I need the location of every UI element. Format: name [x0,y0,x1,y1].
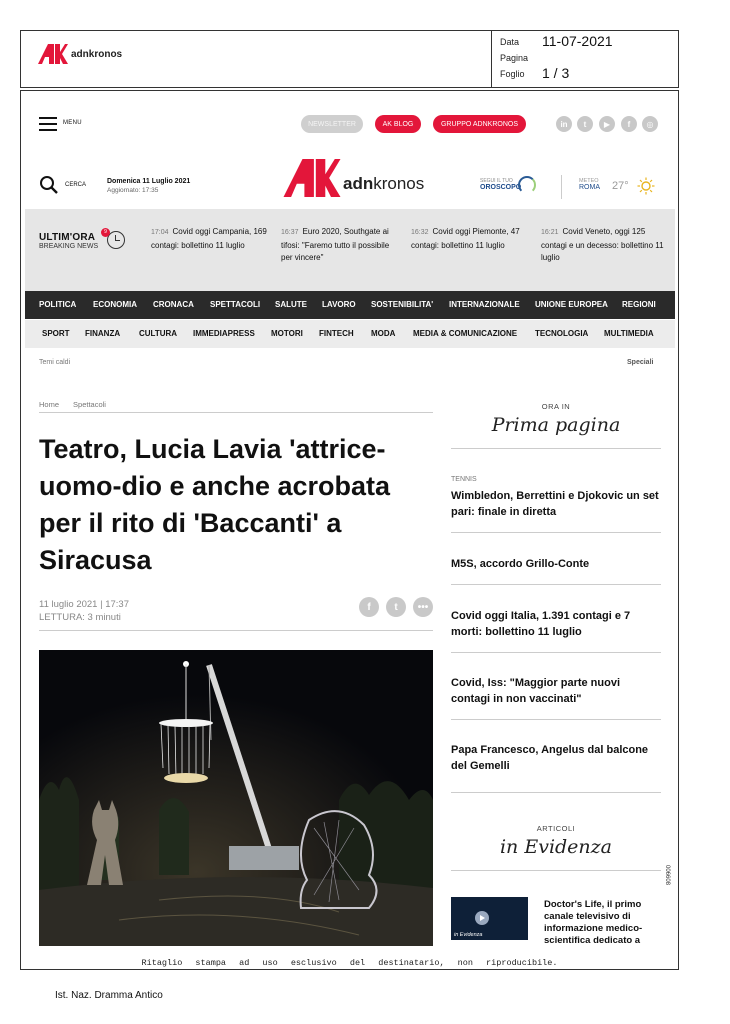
oroscopo-icon [518,176,536,194]
nav-item-immediapress[interactable]: IMMEDIAPRESS [193,329,255,338]
nav-item-moda[interactable]: MODA [371,329,396,338]
reading-time: LETTURA: 3 minuti [39,612,121,623]
ticker-item[interactable]: 17:04 Covid oggi Campania, 169 contagi: bollettino 11 luglio [151,227,267,250]
twitter-share-icon[interactable]: t [386,597,406,617]
divider [561,175,562,199]
nav-item-economia[interactable]: ECONOMIA [93,300,137,309]
sidebar-news-item[interactable]: Covid, Iss: "Maggior parte nuovi contagi in non vaccinati" [451,677,621,705]
sun-icon [637,177,655,195]
more-share-icon[interactable]: ••• [413,597,433,617]
pagina-label: Pagina [500,53,529,63]
clipping-meta [491,31,679,87]
sidebar-news-item[interactable]: Covid oggi Italia, 1.391 contagi e 7 morti: bollettino 11 luglio [451,610,631,638]
sidebar-news-item[interactable]: Papa Francesco, Angelus dal balcone del Gemelli [451,744,649,772]
nav-item-internazionale[interactable]: INTERNAZIONALE [449,300,520,309]
nav-item-multimedia[interactable]: MULTIMEDIA [604,329,654,338]
newsletter-button[interactable]: NEWSLETTER [301,115,363,133]
breadcrumb-spettacoli[interactable]: Spettacoli [73,400,106,409]
play-icon [475,911,489,925]
linkedin-icon[interactable]: in [556,116,572,132]
news-count-badge: 9 [101,228,110,237]
updated-time: Aggiornato: 17:35 [107,187,159,194]
divider [451,719,661,720]
prima-pagina-title: Prima pagina [491,414,621,436]
top-bar [21,113,678,139]
adnkronos-logo-icon [283,159,341,197]
ticker-item[interactable]: 16:32 Covid oggi Piemonte, 47 contagi: bollettino 11 luglio [411,227,520,250]
evidence-thumbnail[interactable] [451,897,528,940]
hamburger-menu-icon[interactable] [39,117,57,131]
facebook-share-icon[interactable]: f [359,597,379,617]
adnkronos-logo-icon [38,44,68,64]
sidebar-news-item[interactable]: M5S, accordo Grillo-Conte [451,558,590,570]
logo-text: adnkronos [343,174,425,193]
meteo-link[interactable] [579,178,600,191]
secondary-nav [25,320,675,348]
page-frame [20,90,679,970]
ultim-ora-label [39,232,98,250]
evidence-article-title[interactable]: Doctor's Life, il primo canale televisivo di informazione medico-scientifica dedicato a [544,899,643,946]
clipping-header [20,30,679,88]
divider [451,870,661,871]
temperature: 27° [612,180,629,192]
nav-item-unione-europea[interactable]: UNIONE EUROPEA [535,300,608,309]
ritaglio-notice: Ritaglio stampa ad uso esclusivo del destinatario, non riproducibile. [141,958,558,968]
current-date: Domenica 11 Luglio 2021 [107,178,191,185]
meteo-small: METEO [579,178,599,184]
oroscopo-link[interactable] [480,178,521,191]
brand-bar [21,151,678,203]
ora-in-label: ORA IN [541,402,571,411]
divider [451,448,661,449]
in-evidenza-title: in Evidenza [499,836,612,858]
item-tag: TENNIS [451,476,477,483]
article-date: 11 luglio 2021 | 17:37 [39,599,129,610]
main-logo[interactable] [283,159,424,197]
nav-item-media-comunicazione[interactable]: MEDIA & COMUNICAZIONE [413,329,518,338]
source-label: Ist. Naz. Dramma Antico [55,990,163,1001]
divider [451,532,661,533]
search-icon[interactable] [39,175,59,195]
breadcrumb [39,400,106,409]
nav-item-fintech[interactable]: FINTECH [319,329,354,338]
theatre-scene-image [39,650,433,946]
clipping-code: 006608 [664,865,670,886]
foglio-label: Foglio [500,69,525,79]
nav-item-spettacoli[interactable]: SPETTACOLI [210,300,261,309]
nav-item-tecnologia[interactable]: TECNOLOGIA [535,329,589,338]
article-headline: Teatro, Lucia Lavia 'attrice-uomo-dio e anche acrobata per il rito di 'Baccanti' a Siracusa [39,434,391,575]
nav-item-finanza[interactable]: FINANZA [85,329,121,338]
temi-caldi-label[interactable]: Temi caldi [39,359,71,366]
evidence-thumb-label: in Evidenza [454,932,483,938]
nav-item-motori[interactable]: MOTORI [271,329,303,338]
divider [451,584,661,585]
foglio-value: 1 / 3 [542,65,570,81]
nav-item-regioni[interactable]: REGIONI [622,300,656,309]
youtube-icon[interactable]: ▶ [599,116,615,132]
divider [39,412,433,413]
breaking-news-ticker [25,209,675,291]
oroscopo-small: SEGUI IL TUO [480,178,513,184]
search-label[interactable]: CERCA [65,182,87,188]
speciali-link[interactable]: Speciali [627,359,654,366]
facebook-icon[interactable]: f [621,116,637,132]
ticker-item[interactable]: 16:37 Euro 2020, Southgate ai tifosi: "Faremo tutto il possibile per vincere" [281,227,390,262]
articoli-label: ARTICOLI [536,824,576,833]
ultim-ora-title: ULTIM'ORA [39,232,96,243]
clipping-logo [38,44,122,64]
nav-item-cultura[interactable]: CULTURA [139,329,178,338]
nav-item-sport[interactable]: SPORT [42,329,70,338]
divider [451,652,661,653]
ak-blog-button[interactable]: AK BLOG [375,115,421,133]
breaking-news-subtitle: BREAKING NEWS [39,243,99,250]
nav-item-cronaca[interactable]: CRONACA [153,300,194,309]
sidebar-news-item[interactable]: Wimbledon, Berrettini e Djokovic un set pari: finale in diretta [451,490,659,518]
gruppo-adnkronos-button[interactable]: GRUPPO ADNKRONOS [433,115,526,133]
twitter-icon[interactable]: t [577,116,593,132]
oroscopo-label: OROSCOPO [480,184,522,191]
data-value: 11-07-2021 [542,33,613,49]
meteo-city: ROMA [579,184,600,191]
nav-item-sostenibilita[interactable]: SOSTENIBILITA' [371,300,434,309]
divider [451,792,661,793]
primary-nav [25,291,675,319]
nav-item-lavoro[interactable]: LAVORO [322,300,356,309]
nav-item-salute[interactable]: SALUTE [275,300,307,309]
breadcrumb-home[interactable]: Home [39,400,60,409]
ticker-item[interactable]: 16:21 Covid Veneto, oggi 125 contagi e un decesso: bollettino 11 luglio [541,227,664,262]
instagram-icon[interactable]: ◎ [642,116,658,132]
clipping-logo-text: adnkronos [71,48,123,60]
data-label: Data [500,37,520,47]
nav-item-politica[interactable]: POLITICA [39,300,77,309]
menu-label[interactable]: MENU [63,120,82,126]
divider [39,630,433,631]
article-photo [39,650,433,946]
